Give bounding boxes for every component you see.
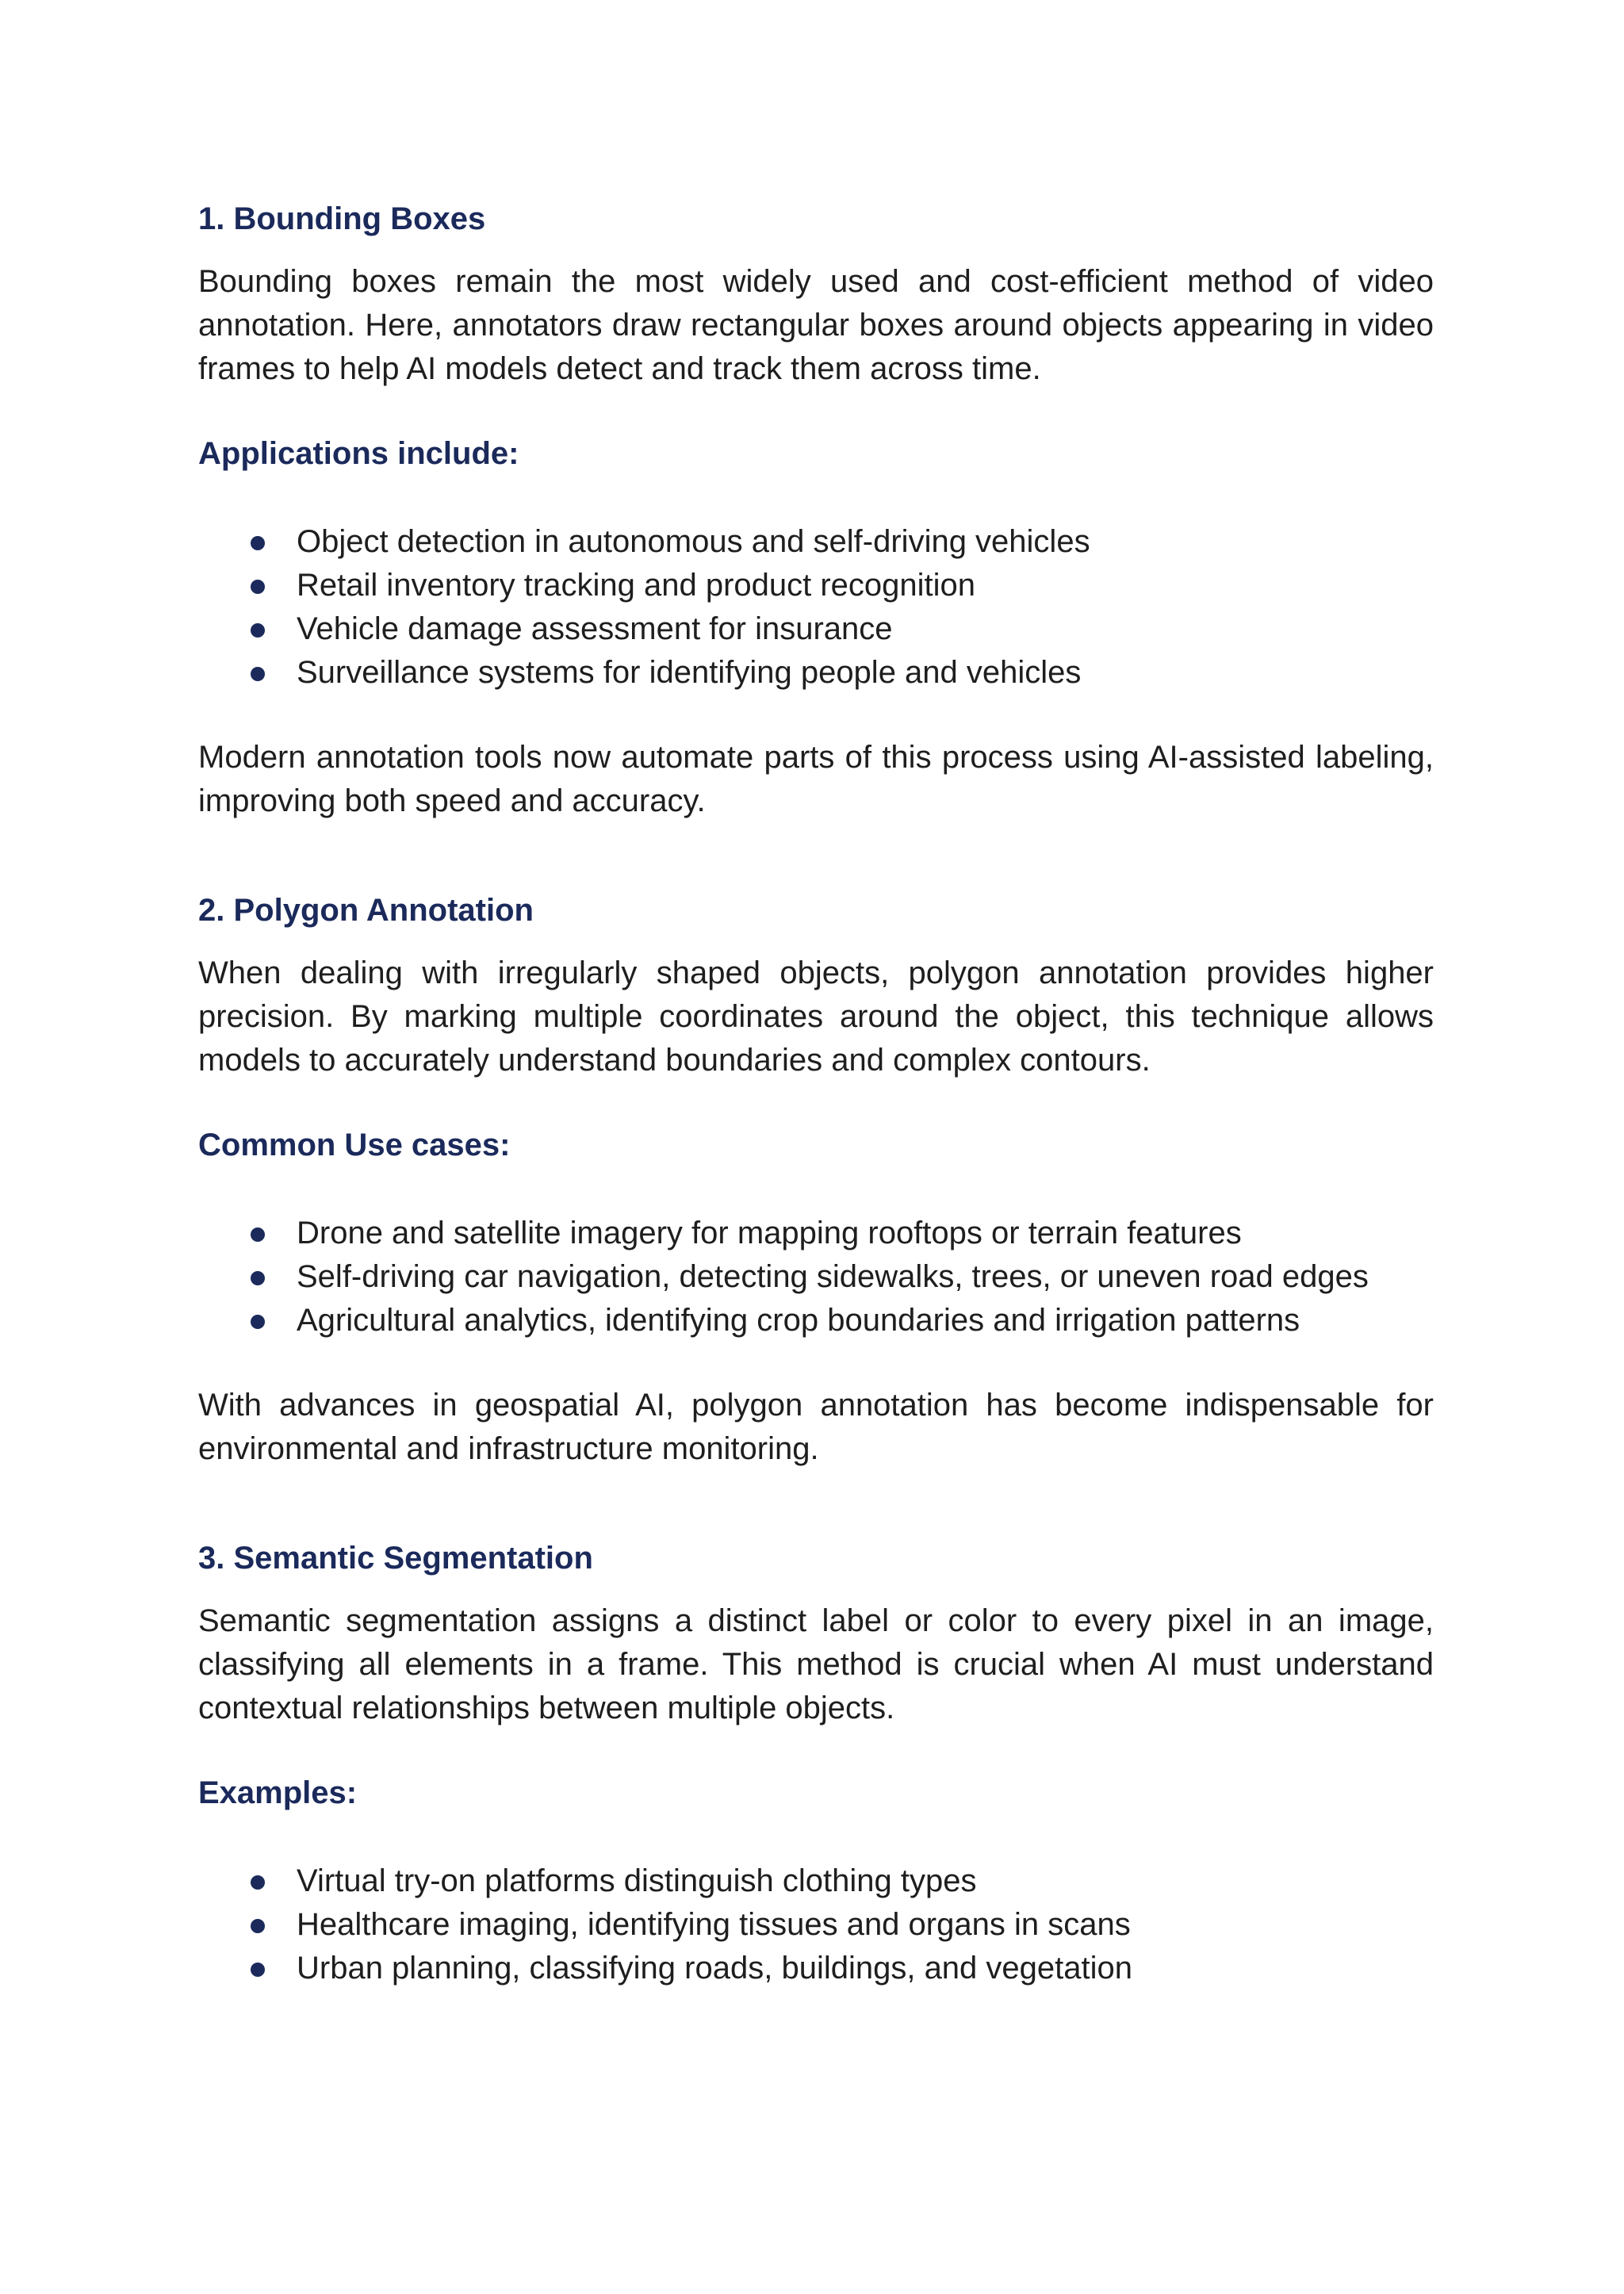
list-item-text: Self-driving car navigation, detecting sidewalks, trees, or uneven road edges [297,1259,1369,1294]
bullet-dot-icon [251,580,265,594]
bullet-dot-icon [251,1227,265,1242]
list-item [198,1903,1434,1947]
list-item-text: Urban planning, classifying roads, buildings, and vegetation [297,1951,1133,1986]
list-item-text: Retail inventory tracking and product recognition [297,568,976,603]
document-page [198,197,1434,1990]
bullet-list [198,1212,1434,1342]
section-subheading: Examples: [198,1775,358,1810]
list-item [198,607,1434,651]
section-closing-paragraph: Modern annotation tools now automate parts of this process using AI-assisted labeling, improving both speed and accuracy. [198,740,1434,818]
section-paragraph: Bounding boxes remain the most widely used and cost-efficient method of video annotation. Here, annotators draw rectangular boxes around objects appearing in video frames to help AI models detect and track them across time. [198,264,1434,386]
list-item [198,1947,1434,1990]
list-item-text: Healthcare imaging, identifying tissues and organs in scans [297,1907,1131,1942]
list-item [198,520,1434,564]
section-heading: 3. Semantic Segmentation [198,1541,593,1576]
section-bounding-boxes [198,197,1434,823]
section-semantic-segmentation [198,1536,1434,1990]
bullet-dot-icon [251,1919,265,1933]
bullet-dot-icon [251,667,265,681]
bullet-dot-icon [251,1875,265,1890]
list-item [198,1299,1434,1342]
list-item [198,1859,1434,1903]
bullet-dot-icon [251,1271,265,1285]
list-item-text: Virtual try-on platforms distinguish clothing types [297,1863,977,1898]
section-heading: 2. Polygon Annotation [198,893,534,928]
bullet-list [198,1859,1434,1990]
list-item [198,1255,1434,1299]
section-polygon-annotation [198,888,1434,1471]
list-item [198,564,1434,607]
list-item-text: Object detection in autonomous and self-driving vehicles [297,524,1090,559]
bullet-dot-icon [251,536,265,550]
bullet-dot-icon [251,1315,265,1329]
section-paragraph: When dealing with irregularly shaped objects, polygon annotation provides higher precision. By marking multiple coordinates around the object, this technique allows models to accurately understand boundaries and complex contours. [198,956,1434,1078]
section-subheading: Common Use cases: [198,1128,511,1162]
section-subheading: Applications include: [198,436,519,471]
section-paragraph: Semantic segmentation assigns a distinct label or color to every pixel in an image, classifying all elements in a frame. This method is crucial when AI must understand contextual relationships between multiple objects. [198,1603,1434,1725]
section-closing-paragraph: With advances in geospatial AI, polygon annotation has become indispensable for environmental and infrastructure monitoring. [198,1388,1434,1466]
section-spacer [198,1471,1434,1536]
list-item [198,651,1434,695]
list-item-text: Agricultural analytics, identifying crop boundaries and irrigation patterns [297,1303,1300,1338]
bullet-list [198,520,1434,695]
section-spacer [198,823,1434,888]
bullet-dot-icon [251,1963,265,1977]
bullet-dot-icon [251,623,265,638]
list-item-text: Drone and satellite imagery for mapping rooftops or terrain features [297,1216,1242,1250]
list-item-text: Surveillance systems for identifying people and vehicles [297,655,1082,690]
list-item [198,1212,1434,1255]
list-item-text: Vehicle damage assessment for insurance [297,611,893,646]
section-heading: 1. Bounding Boxes [198,201,486,236]
